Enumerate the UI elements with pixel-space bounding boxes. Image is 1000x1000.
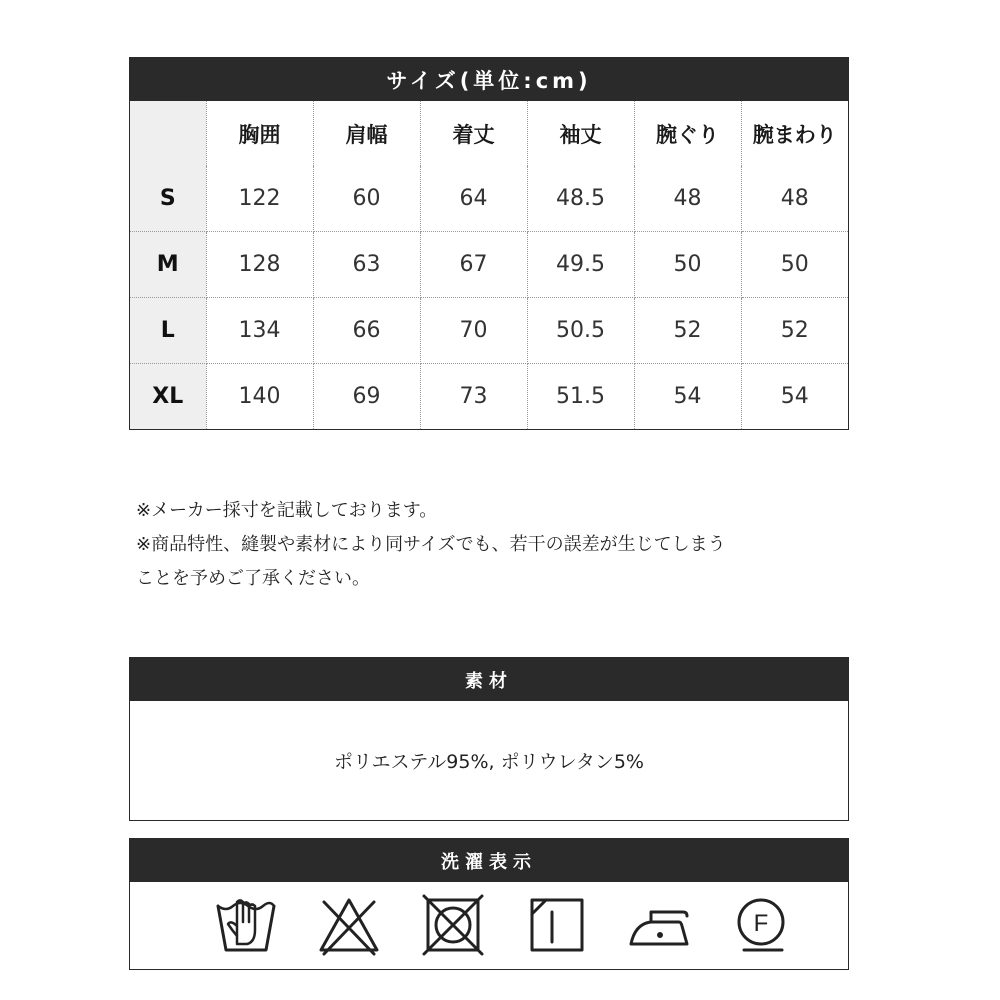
table-cell: 122 <box>206 166 313 232</box>
table-cell: 69 <box>313 364 420 430</box>
table-cell: 73 <box>420 364 527 430</box>
table-cell: 63 <box>313 232 420 298</box>
table-cell: 50 <box>634 232 741 298</box>
size-table-title: サイズ(単位:cm) <box>130 58 848 101</box>
table-row <box>130 232 848 298</box>
care-title: 洗濯表示 <box>130 839 848 882</box>
table-row <box>130 166 848 232</box>
table-cell: 54 <box>780 384 809 409</box>
table-cell: 128 <box>206 232 313 298</box>
material-title: 素材 <box>130 658 848 701</box>
iron-low-icon <box>627 892 693 958</box>
col-header-shoulder: 肩幅 <box>313 101 420 166</box>
table-cell: 70 <box>420 298 527 364</box>
size-label: M <box>130 232 206 298</box>
table-cell: 64 <box>420 166 527 232</box>
table-cell: 134 <box>206 298 313 364</box>
col-header-sleeve: 袖丈 <box>527 101 634 166</box>
note-line: ことを予めご了承ください。 <box>136 568 370 589</box>
col-header-length: 着丈 <box>420 101 527 166</box>
table-cell: 67 <box>420 232 527 298</box>
size-label: L <box>130 298 206 364</box>
col-header-armhole: 腕ぐり <box>634 101 741 166</box>
table-cell: 52 <box>634 298 741 364</box>
note-line: ※メーカー採寸を記載しております。 <box>136 500 438 521</box>
material-box <box>129 657 849 821</box>
table-cell: 48 <box>741 166 848 232</box>
no-bleach-icon <box>316 892 382 958</box>
table-cell: 54 <box>634 364 741 430</box>
material-text: ポリエステル95%, ポリウレタン5% <box>334 751 644 773</box>
table-cell: 52 <box>741 298 848 364</box>
col-header-arm-circumference: 腕まわり <box>752 122 837 147</box>
table-cell: 48.5 <box>527 166 634 232</box>
size-label: S <box>130 166 206 232</box>
table-cell: 60 <box>313 166 420 232</box>
col-header-chest: 胸囲 <box>206 101 313 166</box>
drip-line-dry-icon <box>524 892 590 958</box>
size-grid <box>130 101 848 429</box>
table-row <box>130 364 848 430</box>
table-cell: 50 <box>741 232 848 298</box>
care-icons <box>130 882 848 970</box>
size-label: XL <box>130 364 206 430</box>
dry-clean-letter: F <box>753 910 769 937</box>
hand-wash-icon <box>213 892 279 958</box>
table-cell: 49.5 <box>527 232 634 298</box>
table-row <box>130 298 848 364</box>
table-cell: 140 <box>206 364 313 430</box>
table-cell: 66 <box>313 298 420 364</box>
care-box <box>129 838 849 970</box>
size-table <box>129 57 849 430</box>
table-cell: 50.5 <box>527 298 634 364</box>
table-cell: 51.5 <box>527 364 634 430</box>
corner-cell <box>130 101 206 166</box>
no-tumble-dry-icon <box>420 892 486 958</box>
dry-clean-f-icon <box>730 892 796 958</box>
note-line: ※商品特性、縫製や素材により同サイズでも、若干の誤差が生じてしまう <box>136 534 726 555</box>
header-row <box>130 101 848 166</box>
table-cell: 48 <box>634 166 741 232</box>
notes <box>136 494 856 596</box>
